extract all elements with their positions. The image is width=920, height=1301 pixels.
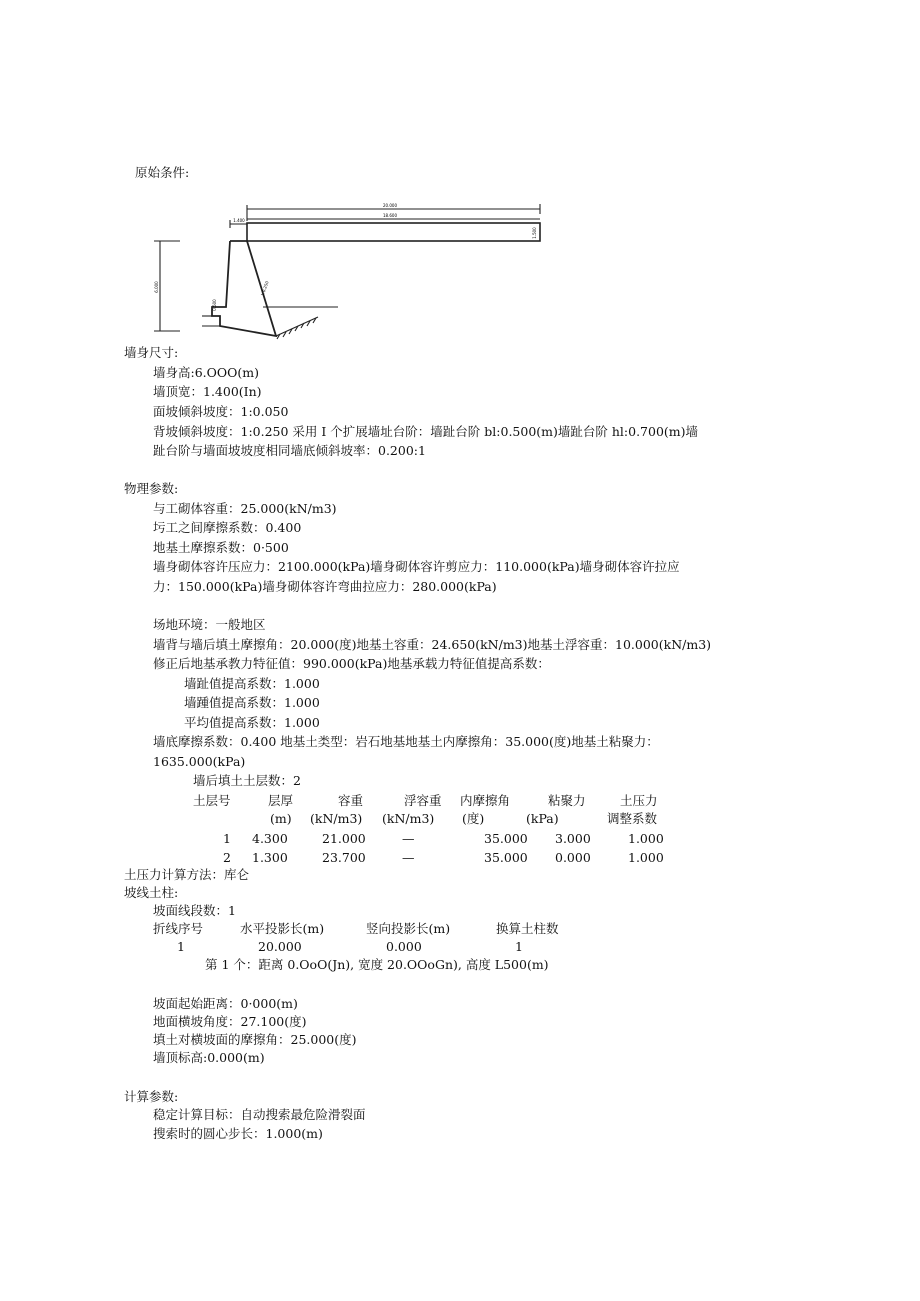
table-cell: 1.000	[628, 831, 664, 846]
table-unit: (kPa)	[526, 811, 559, 826]
table-cell: 1.300	[252, 850, 288, 865]
physical-line: 与工砌体容重：25.000(kN∕m3)	[153, 501, 337, 516]
dim-slope: 1:0.250	[259, 280, 270, 297]
table-cell: —	[402, 850, 415, 865]
site-line: 场地环境：一般地区	[153, 617, 266, 632]
table-header: 粘聚力	[548, 793, 586, 808]
table-header: 内摩擦角	[460, 793, 511, 808]
table-unit: (度)	[462, 811, 485, 826]
wall-line: 面坡倾斜坡度：1:0.050	[153, 404, 289, 419]
section-title-slope: 坡线土柱:	[124, 885, 179, 900]
wall-line: 趾台阶与墙面坡坡度相同墙底倾斜坡率：0.200:1	[153, 443, 426, 458]
table-cell: 21.000	[322, 831, 366, 846]
site-sub-line: 平均值提高系数：1.000	[184, 715, 320, 730]
section-title-calc: 计算参数:	[124, 1089, 179, 1104]
table-cell: 35.000	[484, 850, 528, 865]
physical-line: 墙身砌体容许压应力：2100.000(kPa)墙身砌体容许剪应力：110.000(kPa)墙身砌体容许拉应	[153, 559, 680, 574]
table-unit: (kN∕m3)	[382, 811, 435, 826]
slope-cell: 0.000	[386, 939, 422, 954]
table-header: 土层号	[193, 793, 231, 808]
slope-param: 坡面起始距离：0·000(m)	[153, 996, 298, 1011]
dim-height: 6.000	[154, 281, 159, 293]
calc-line: 稳定计算目标：自动搜索最危险滑裂面	[153, 1107, 366, 1122]
section-title-physical: 物理参数:	[124, 481, 179, 496]
physical-line: 圬工之间摩擦系数：0.400	[153, 520, 302, 535]
slope-param: 地面横坡角度：27.100(度)	[153, 1014, 307, 1029]
site-line: 修正后地基承教力特征值：990.000(kPa)地基承载力特征值提高系数：	[153, 656, 550, 671]
table-header: 浮容重	[404, 793, 442, 808]
table-cell: 4.300	[252, 831, 288, 846]
wall-line: 墙身高:6.OOO(m)	[153, 365, 259, 380]
dim-right: 1.500	[532, 227, 537, 239]
table-cell: 35.000	[484, 831, 528, 846]
table-cell: 3.000	[555, 831, 591, 846]
slope-cell: 1	[515, 939, 523, 954]
slope-segments: 坡面线段数：1	[153, 903, 236, 918]
table-unit: (m)	[270, 811, 292, 826]
table-cell: —	[402, 831, 415, 846]
dim-top-inner: 18.600	[383, 213, 397, 218]
table-cell: 0.000	[555, 850, 591, 865]
layer-count: 墙后填土土层数：2	[193, 773, 301, 788]
site-sub-line: 墙踵值提高系数：1.000	[184, 695, 320, 710]
slope-note: 第 1 个：距离 0.OoO(Jn), 宽度 20.OOoGn), 高度 L500(m)	[205, 957, 549, 972]
wall-line: 背坡倾斜坡度：1:0.250 采用 I 个扩展墙址台阶：墙趾台阶 bl:0.500(m)墙趾台阶 hl:0.700(m)墙	[153, 424, 699, 439]
slope-header: 换算土柱数	[496, 921, 559, 936]
dim-top-crest: 1.400	[233, 218, 245, 223]
slope-param: 墙顶标高:0.000(m)	[153, 1050, 265, 1065]
table-cell: 23.700	[322, 850, 366, 865]
table-cell: 1	[223, 831, 231, 846]
table-cell: 1.000	[628, 850, 664, 865]
table-cell: 2	[223, 850, 231, 865]
section-heading-original-conditions: 原始条件:	[135, 165, 190, 180]
slope-header: 水平投影长(m)	[240, 921, 325, 936]
table-unit: (kN∕m3)	[310, 811, 363, 826]
earth-pressure-method: 土压力计算方法：库仑	[124, 867, 250, 882]
site-sub-line: 墙趾值提高系数：1.000	[184, 676, 320, 691]
section-title-wall: 墙身尺寸:	[124, 345, 179, 360]
dim-top-total: 20.000	[383, 203, 397, 208]
cohesion-cont: 1635.000(kPa)	[153, 754, 246, 769]
physical-line: 力：150.000(kPa)墙身砌体容许弯曲拉应力：280.000(kPa)	[153, 579, 497, 594]
slope-cell: 1	[177, 939, 185, 954]
physical-line: 地基土摩擦系数：0·500	[153, 540, 289, 555]
slope-cell: 20.000	[258, 939, 302, 954]
slope-header: 折线序号	[153, 921, 204, 936]
slope-header: 竖向投影长(m)	[366, 921, 451, 936]
table-header: 土压力	[620, 793, 658, 808]
calc-line: 搜索时的圆心步长：1.000(m)	[153, 1126, 323, 1141]
table-unit: 调整系数	[607, 811, 658, 826]
friction-line: 墙底摩擦系数：0.400 地基土类型：岩石地基地基土内摩擦角：35.000(度)地基土粘聚力：	[153, 734, 659, 749]
wall-line: 墙顶宽：1.400(In)	[153, 384, 262, 399]
slope-param: 填土对横坡面的摩擦角：25.000(度)	[153, 1032, 357, 1047]
table-header: 容重	[338, 793, 364, 808]
site-line: 墙背与墙后填土摩擦角：20.000(度)地基土容重：24.650(kN∕m3)地基土浮容重：10.000(kN∕m3)	[153, 637, 712, 652]
retaining-wall-diagram	[150, 195, 550, 355]
dim-toe: 0.500	[212, 299, 217, 311]
table-header: 层厚	[268, 793, 294, 808]
